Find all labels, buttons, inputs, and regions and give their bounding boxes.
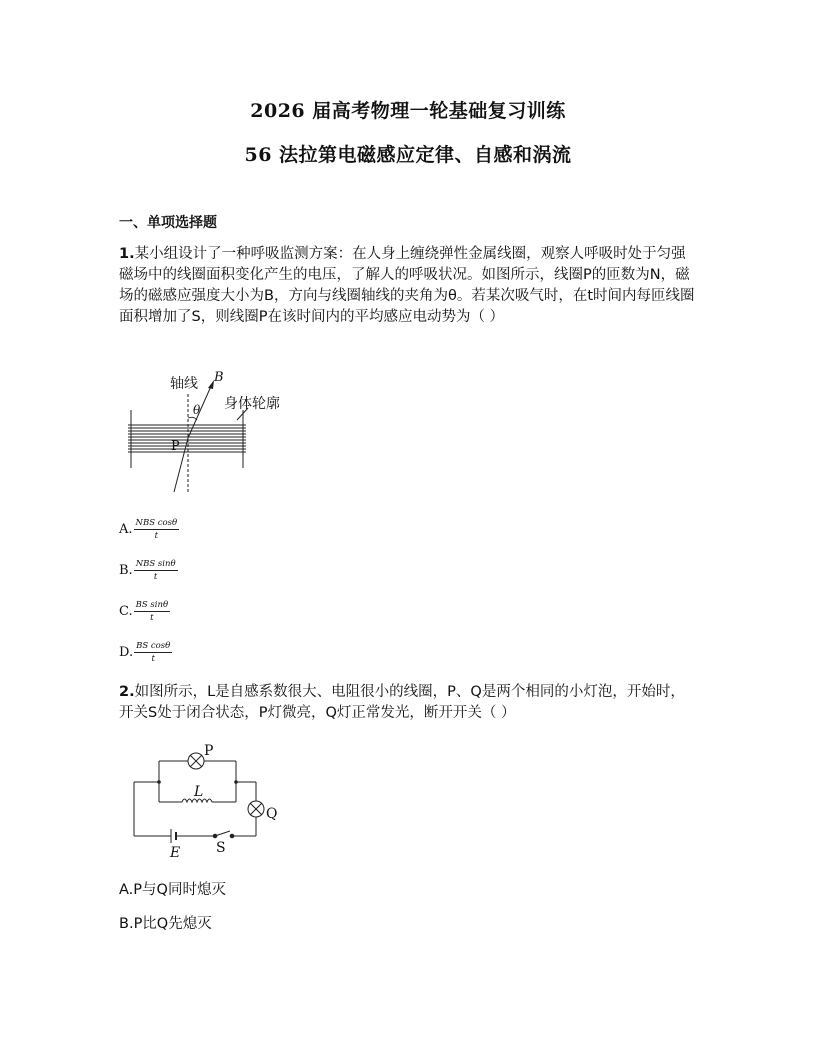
question-1 (119, 244, 699, 328)
theta-label: θ (193, 403, 201, 417)
fraction: $\frac{\text{NBS sinθ}}{t}$ (135, 559, 176, 582)
coil-diagram (124, 364, 314, 500)
lamp-q-label: Q (266, 806, 278, 822)
fraction: $\frac{\text{BS cosθ}}{t}$ (136, 641, 171, 664)
option-d[interactable]: D. $\frac{\text{BS cosθ}}{t}$ (119, 641, 171, 664)
circuit-diagram (126, 740, 286, 864)
switch-label: S (216, 840, 226, 856)
body-outline-label: 身体轮廓 (224, 396, 280, 412)
coil-label: P (171, 439, 180, 454)
axis-label: 轴线 (170, 376, 198, 392)
option-b[interactable]: B.P比Q先熄灭 (119, 916, 212, 932)
page-subtitle: 56 法拉第电磁感应定律、自感和涡流 (244, 144, 572, 166)
inductor-label: L (194, 784, 204, 800)
option-a[interactable]: A.P与Q同时熄灭 (119, 882, 226, 898)
option-c[interactable]: C. $\frac{\text{BS sinθ}}{t}$ (119, 600, 169, 623)
question-number: 2. (119, 684, 135, 700)
page-title: 2026 届高考物理一轮基础复习训练 (250, 100, 566, 122)
b-label: B (214, 370, 224, 385)
fraction: $\frac{\text{BS sinθ}}{t}$ (135, 600, 169, 623)
option-a[interactable]: A. $\frac{\text{NBS cosθ}}{t}$ (119, 518, 178, 541)
question-text: 如图所示，L是自感系数很大、电阻很小的线圈，P、Q是两个相同的小灯泡，开始时，开关S处于闭合状态，P灯微亮，Q灯正常发光，断开开关（ ） (119, 684, 685, 721)
fraction: $\frac{\text{NBS cosθ}}{t}$ (135, 518, 178, 541)
lamp-p-label: P (204, 743, 214, 759)
question-number: 1. (119, 246, 135, 262)
battery-label: E (170, 845, 181, 860)
option-b[interactable]: B. $\frac{\text{NBS sinθ}}{t}$ (119, 559, 176, 582)
question-text: 某小组设计了一种呼吸监测方案：在人身上缠绕弹性金属线圈，观察人呼吸时处于匀强磁场中的线圈面积变化产生的电压，了解人的呼吸状况。如图所示，线圈P的匝数为N，磁场的磁感应强度大小为B，方向与线圈轴线的夹角为θ。若某次吸气时，在t时间内每匝线圈面积增加了S，则线圈P在该时间内的平均感应电动势为（ ） (119, 246, 695, 325)
section-heading: 一、单项选择题 (119, 215, 217, 231)
question-2 (119, 682, 699, 724)
